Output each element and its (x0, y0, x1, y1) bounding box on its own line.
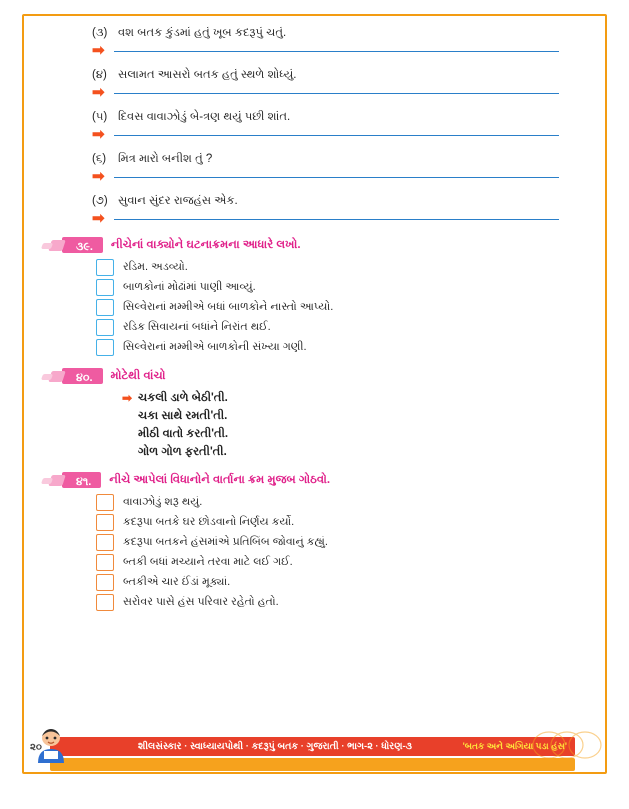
list-item-label: મીઠી વાતો કરતી'તી. (138, 428, 229, 440)
list-item-label: સિલ્વેરાનાં મમ્મીએ બધાં બાળકોને નાસ્તો આપ્યો. (123, 301, 334, 313)
checkbox[interactable] (96, 259, 114, 276)
question-number: (૩) (92, 27, 108, 39)
question-text: વશ બતક કુંડમાં હતું ખૂબ કદરૂપું ચતું. (118, 27, 287, 39)
checkbox-list-41 (34, 494, 595, 611)
checkbox[interactable] (96, 339, 114, 356)
arrow-right-icon: ➡ (92, 168, 105, 185)
write-rule[interactable] (114, 93, 559, 94)
list-item[interactable] (96, 259, 595, 276)
list-item[interactable] (96, 514, 595, 531)
list-item-label: સિલ્વેરાનાં મમ્મીએ બાળકોની સંખ્યા ગણી. (123, 341, 307, 353)
list-item (122, 390, 595, 406)
list-item-label: કદરૂપા બતકને હંસમાંએ પ્રતિબિંબ જોવાનું કહ્યું. (123, 536, 328, 548)
answer-line[interactable] (34, 84, 595, 101)
list-item[interactable] (96, 279, 595, 296)
page-content (34, 24, 595, 728)
list-item[interactable] (96, 534, 595, 551)
answer-line[interactable] (34, 210, 595, 227)
checkbox[interactable] (96, 279, 114, 296)
checkbox[interactable] (96, 534, 114, 551)
section-number-badge: ૩૯. (62, 237, 103, 253)
arrow-right-icon: ➡ (92, 42, 105, 59)
footer-right-text: 'બતક અને અગિયા પડા હંસ' (462, 741, 567, 751)
checkbox[interactable] (96, 594, 114, 611)
list-item-label: રડિમ. અડવ્યો. (123, 261, 188, 273)
decorative-swirl-icon (529, 728, 603, 762)
section-title: નીચેનાં વાક્યોને ઘટનાક્રમના આધારે લખો. (110, 238, 301, 251)
read-aloud-list-40 (34, 390, 595, 460)
question-row (34, 150, 595, 168)
checkbox-list-39 (34, 259, 595, 356)
question-text: મિત્ર મારો બનીશ તું ? (118, 153, 213, 165)
arrow-right-icon: ➡ (92, 126, 105, 143)
checkbox[interactable] (96, 514, 114, 531)
question-text: સુવાન સુંદર રાજહંસ એક. (118, 195, 238, 207)
arrow-right-icon: ➡ (92, 84, 105, 101)
section-heading-41 (34, 472, 595, 488)
list-item (122, 444, 595, 460)
list-item[interactable] (96, 554, 595, 571)
answer-line[interactable] (34, 168, 595, 185)
arrow-right-icon: ➡ (92, 210, 105, 227)
page-footer (22, 733, 607, 774)
question-row (34, 108, 595, 126)
list-item-label: કદરૂપા બતકે ઘર છોડવાનો નિર્ણય કર્યો. (123, 516, 295, 528)
question-text: દિવસ વાવાઝોડું બે-ત્રણ થયું પછી શાંત. (118, 111, 291, 123)
checkbox[interactable] (96, 319, 114, 336)
answer-line[interactable] (34, 126, 595, 143)
checkbox[interactable] (96, 494, 114, 511)
list-item (122, 426, 595, 442)
worksheet-page (22, 14, 607, 774)
list-item-label: ચકલી ડાળે બેઠી'તી. (138, 392, 228, 404)
footer-bar-secondary (50, 758, 575, 771)
section-number-badge: ૪૦. (62, 368, 103, 384)
question-row (34, 24, 595, 42)
section-title: નીચે આપેલાં વિધાનોને વાર્તાના ક્રમ મુજબ ગોઠવો. (109, 473, 331, 486)
section-heading-40 (34, 368, 595, 384)
answer-line[interactable] (34, 42, 595, 59)
list-item[interactable] (96, 594, 595, 611)
write-rule[interactable] (114, 177, 559, 178)
page-number: ૨૦ (30, 742, 42, 753)
list-item[interactable] (96, 574, 595, 591)
list-item[interactable] (96, 339, 595, 356)
question-number: (૪) (92, 69, 107, 81)
footer-bar-primary (50, 737, 575, 756)
list-item (122, 408, 595, 424)
checkbox[interactable] (96, 574, 114, 591)
checkbox[interactable] (96, 299, 114, 316)
list-item-label: બ્તકીએ ચાર ઈંડાં મૂક્યાં. (123, 576, 231, 588)
list-item[interactable] (96, 299, 595, 316)
write-rule[interactable] (114, 219, 559, 220)
list-item-label: વાવાઝોડું શરૂ થયું. (123, 496, 203, 508)
question-text: સલામત આસરો બતક હતું સ્થળે શોધ્યું. (118, 69, 297, 81)
list-item-label: બ્તકી બધાં મચ્યાને તરવા માટે લઈ ગઈ. (123, 556, 293, 568)
question-number: (૬) (92, 153, 107, 165)
question-number: (૭) (92, 195, 108, 207)
list-item-label: બાળકોનાં મોઢાંમાં પાણી આવ્યું. (123, 281, 256, 293)
write-rule[interactable] (114, 51, 559, 52)
question-number: (૫) (92, 111, 108, 123)
list-item-label: ગોળ ગોળ ફરતી'તી. (138, 446, 227, 458)
question-row (34, 66, 595, 84)
list-item-label: ચકા સાથે રમતી'તી. (138, 410, 228, 422)
list-item[interactable] (96, 319, 595, 336)
list-item[interactable] (96, 494, 595, 511)
section-title: મોટેથી વાંચો (110, 369, 166, 382)
write-rule[interactable] (114, 135, 559, 136)
question-row (34, 192, 595, 210)
arrow-right-icon: ➡ (122, 391, 133, 405)
section-number-badge: ૪૧. (62, 472, 101, 488)
list-item-label: સરોવર પાસે હંસ પરિવાર રહેતો હતો. (123, 596, 279, 608)
section-heading-39 (34, 237, 595, 253)
checkbox[interactable] (96, 554, 114, 571)
list-item-label: રડિક સિવાયનાં બધાંને નિરાંત થઈ. (123, 321, 271, 333)
footer-center-text: શીલસંસ્કાર · સ્વાધ્યાયપોથી · કદરૂપું બતક · ગુજરાતી · ભાગ-૨ · ધોરણ-૩ (138, 741, 412, 752)
